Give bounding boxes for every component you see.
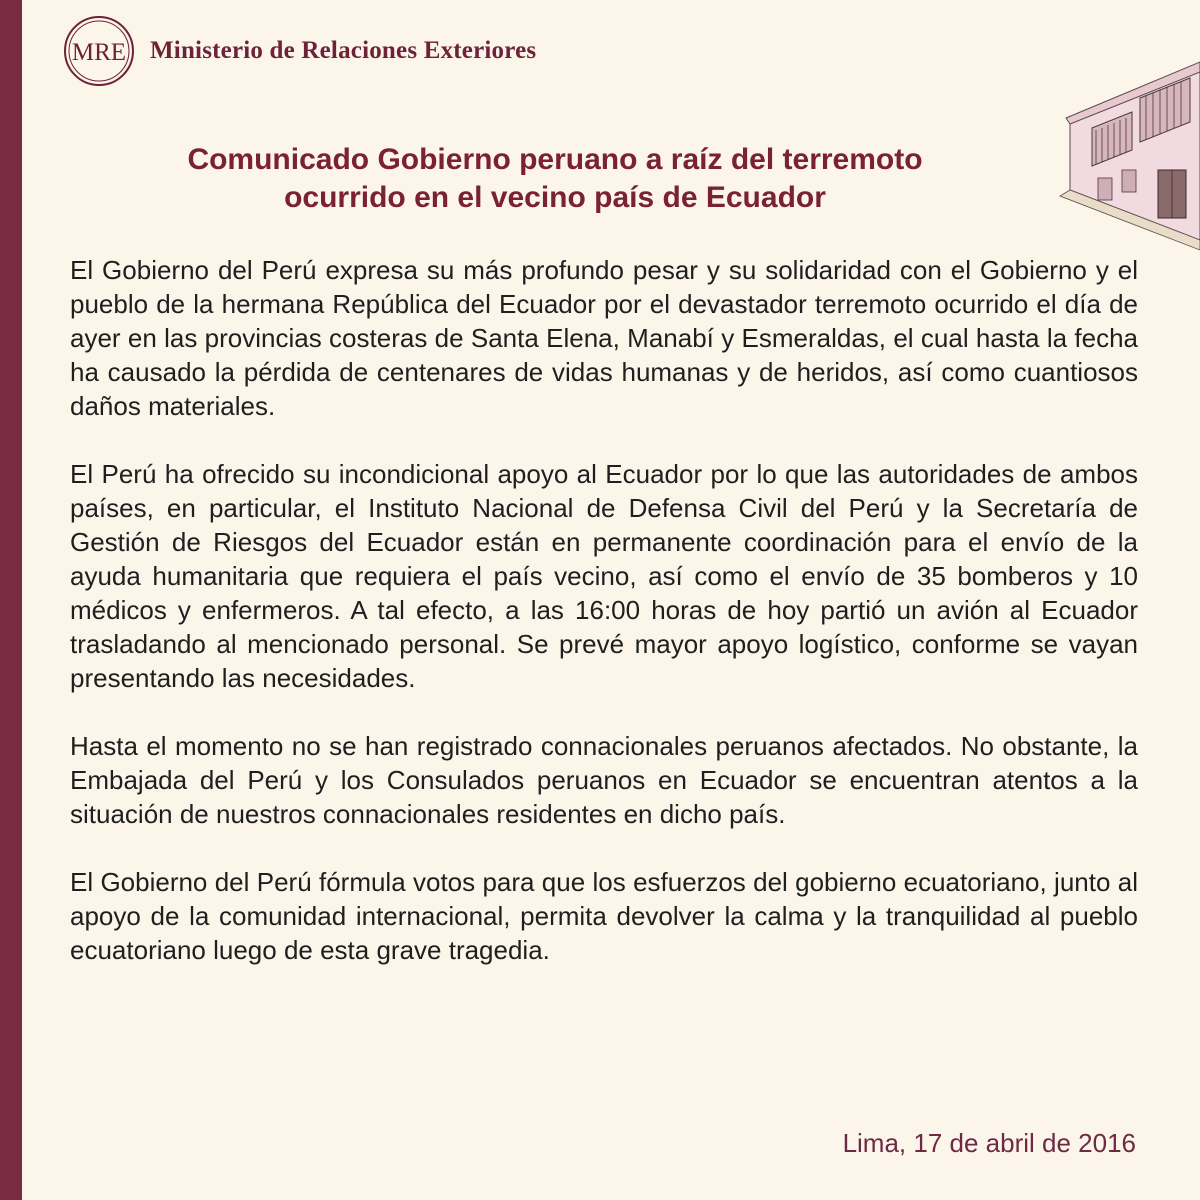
- ministry-logo-icon: [62, 14, 136, 88]
- left-color-band: [0, 0, 22, 1200]
- paragraph-2: El Perú ha ofrecido su incondicional apoyo al Ecuador por lo que las autoridades de ambos países, en particular, el Instituto Nacional de Defensa Civil del Perú y la Secretaría de Gestión de Riesgos del Ecuador están en permanente coordinación para el envío de la ayuda humanitaria que requiera el país vecino, así como el envío de 35 bomberos y 10 médicos y enfermeros. A tal efecto, a las 16:00 horas de hoy partió un avión al Ecuador trasladando al mencionado personal. Se prevé mayor apoyo logístico, conforme se vayan presentando las necesidades.: [70, 459, 1138, 693]
- communique-body: [70, 253, 1138, 1001]
- paragraph-1: El Gobierno del Perú expresa su más profundo pesar y su solidaridad con el Gobierno y el pueblo de la hermana República del Ecuador por el devastador terremoto ocurrido el día de ayer en las provincias costeras de Santa Elena, Manabí y Esmeraldas, el cual hasta la fecha ha causado la pérdida de centenares de vidas humanas y de heridos, así como cuantiosos daños materiales.: [70, 255, 1138, 421]
- ministry-name: Ministerio de Relaciones Exteriores: [150, 37, 537, 64]
- communique-title: [100, 141, 1010, 217]
- paragraph-3: Hasta el momento no se han registrado connacionales peruanos afectados. No obstante, la Embajada del Perú y los Consulados peruanos en Ecuador se encuentran atentos a la situación de nuestros connacionales residentes en dicho país.: [70, 731, 1138, 829]
- title-line-1: Comunicado Gobierno peruano a raíz del terremoto: [187, 143, 923, 176]
- paragraph-4: El Gobierno del Perú fórmula votos para que los esfuerzos del gobierno ecuatoriano, junto al apoyo de la comunidad internacional, permita devolver la calma y la tranquilidad al pueblo ecuatoriano luego de esta grave tragedia.: [70, 867, 1138, 965]
- place-date-signoff: Lima, 17 de abril de 2016: [842, 1128, 1136, 1158]
- title-line-2: ocurrido en el vecino país de Ecuador: [284, 181, 826, 214]
- ministry-header: [62, 14, 536, 88]
- logo-text: MRE: [71, 39, 127, 66]
- colonial-building-illustration: [1040, 0, 1200, 260]
